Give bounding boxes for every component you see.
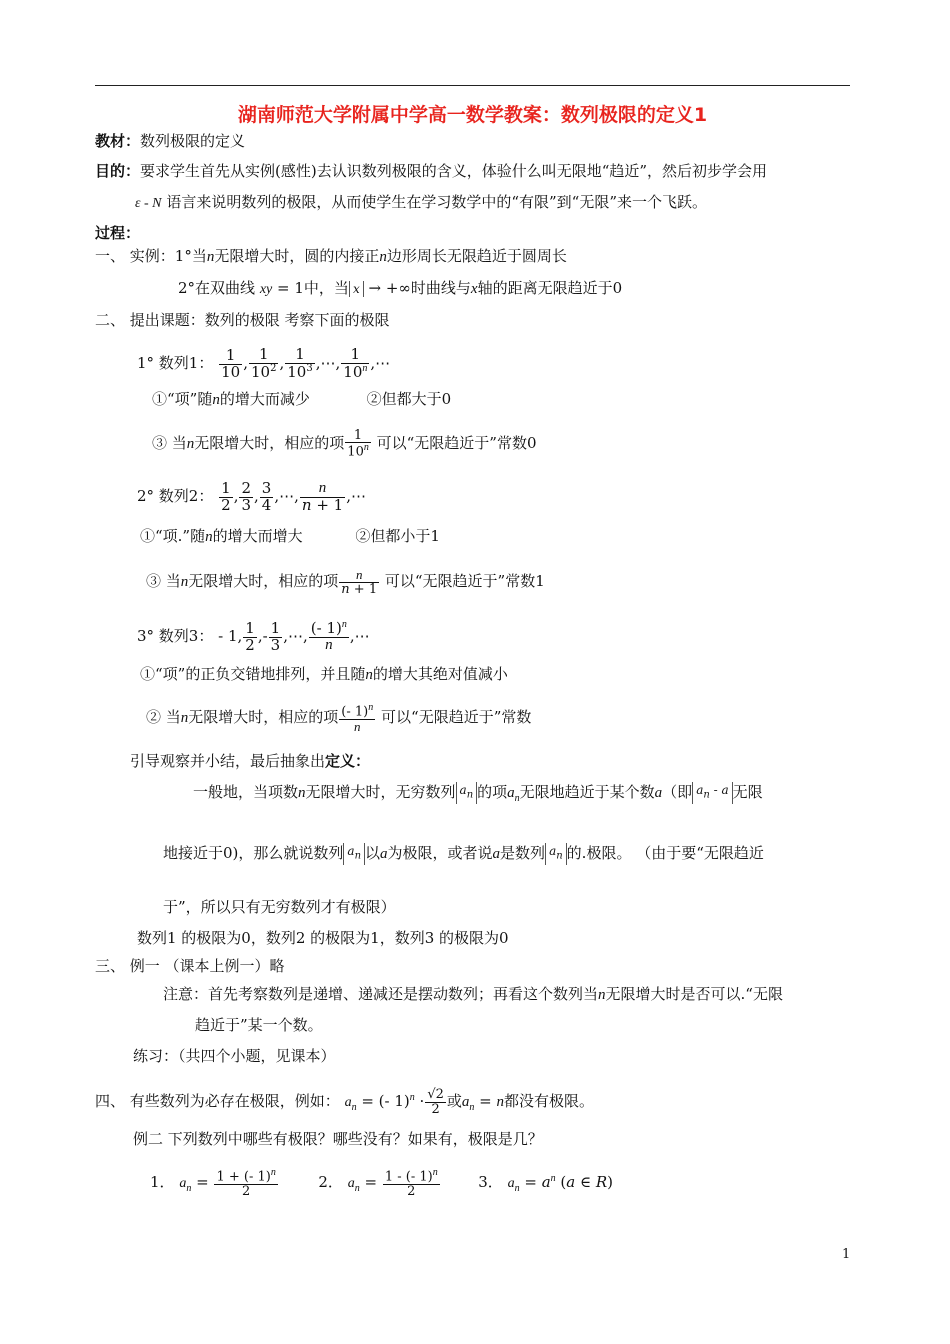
mudi-line-1: 目的：要求学生首先从实例(感性)去认识数列极限的含义，体验什么叫无限地“趋近”，然后初步学会用 xyxy=(95,162,768,180)
seq2-line: 2° 数列2： $\frac{1}{2}$ , $\frac{2}{3}$ , $\frac{3}{4}$ ,⋯, $\frac{n}{n + 1}$ ,⋯ xyxy=(137,478,366,514)
page-number: 1 xyxy=(842,1247,851,1262)
summary-line: 引导观察并小结，最后抽象出定义： xyxy=(130,752,371,770)
example-2-items: 1． $a_n$ = $\frac{1 + (- 1)^n}{2}$ 2． $a_n$ = $\frac{1 - (- 1)^n}{2}$ 3． $a_n = a^n$ (a ∈ R) xyxy=(150,1166,614,1199)
mudi-line-2: ε - N 语言来说明数列的极限，从而使学生在学习数学中的“有限”到“无限”来一个飞跃。 xyxy=(135,193,707,211)
s1-line-2: 2°在双曲线 xy = 1中，当 x → +∞时曲线与x轴的距离无限趋近于0 xyxy=(178,279,623,297)
s1-line-1: 一、 实例：1°当n无限增大时，圆的内接正n边形周长无限趋近于圆周长 xyxy=(95,247,567,265)
jiaocai-line: 教材：数列极限的定义 xyxy=(95,132,246,150)
seq3-prop2: ② 当n无限增大时，相应的项 $\frac{(- 1)^n}{n}$ 可以“无限趋近于”常数 xyxy=(146,701,532,734)
seq1-line: 1° 数列1： $\frac{1}{10}$ , $\frac{1}{10^2}$ , $\frac{1}{10^3}$ ,⋯, $\frac{1}{10^n}$ ,⋯ xyxy=(137,345,391,381)
limits-summary: 数列1 的极限为0，数列2 的极限为1，数列3 的极限为0 xyxy=(137,929,509,947)
seq2-prop3: ③ 当n无限增大时，相应的项 $\frac{n}{n + 1}$ 可以“无限趋近于”常数1 xyxy=(146,566,545,597)
s2-head: 二、 提出课题：数列的极限 考察下面的极限 xyxy=(95,311,390,329)
seq1-prop1: ①“项”随n的增大而减少 ②但都大于0 xyxy=(152,390,452,408)
seq3-line: 3° 数列3： - 1, $\frac{1}{2}$ ,- $\frac{1}{3}$ ,⋯, $\frac{(- 1)^n}{n}$ ,⋯ xyxy=(137,618,370,654)
definition-line-3: 于”，所以只有无穷数列才有极限） xyxy=(163,898,396,916)
seq3-prop1: ①“项”的正负交错地排列，并且随n的增大其绝对值减小 xyxy=(140,665,508,683)
note-line-1: 注意：首先考察数列是递增、递减还是摆动数列；再看这个数列当n无限增大时是否可以.“无限 xyxy=(163,985,783,1003)
seq2-prop1: ①“项.”随n的增大而增大 ②但都小于1 xyxy=(140,527,440,545)
note-line-2: 趋近于”某一个数。 xyxy=(195,1016,323,1034)
definition-line-2: 地接近于0)，那么就说数列 $a_n$ 以a为极限，或者说a是数列 $a_n$ 的.极限。 （由于要“无限趋近 xyxy=(163,843,764,865)
page-title: 湖南师范大学附属中学高一数学教案：数列极限的定义1 xyxy=(237,104,708,126)
guocheng-heading: 过程： xyxy=(95,224,141,242)
example-2: 例二 下列数列中哪些有极限？哪些没有？如果有，极限是几？ xyxy=(133,1130,543,1148)
s3-head: 三、 例一 （课本上例一）略 xyxy=(95,957,285,975)
header-rule xyxy=(95,85,850,86)
seq1-prop3: ③ 当n无限增大时，相应的项 $\frac{1}{10^n}$ 可以“无限趋近于”常数0 xyxy=(152,427,537,460)
practice-line: 练习：（共四个小题，见课本） xyxy=(133,1047,336,1065)
s4-line: 四、 有些数列为必存在极限，例如： $a_n$ = (- 1)$^n$ · $\frac{√2}{2}$ 或$a_n = n$都没有极限。 xyxy=(95,1086,595,1117)
definition-line-1: 一般地，当项数n无限增大时，无穷数列 $a_n$ 的项$a_n$无限地趋近于某个数a（即 $a_n$ - a 无限 xyxy=(193,783,763,804)
